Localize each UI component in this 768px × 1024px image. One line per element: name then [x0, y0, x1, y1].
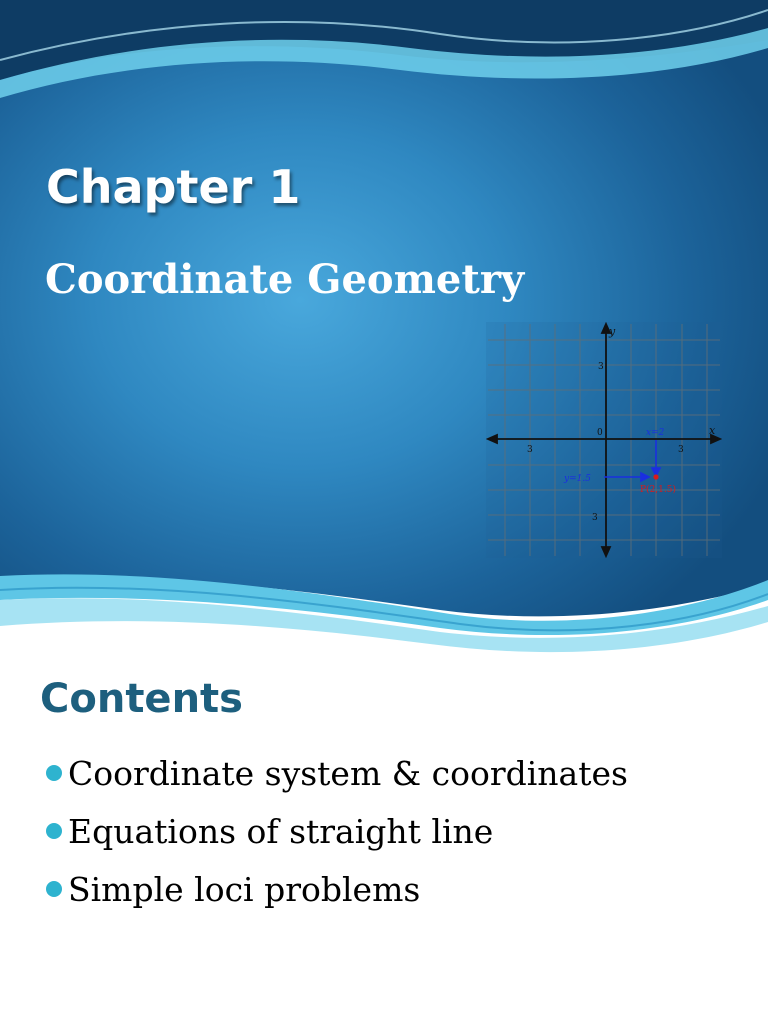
contents-heading: Contents [40, 676, 243, 722]
list-item-text: Equations of straight line [68, 811, 494, 851]
point-p-label: P(2,1.5) [640, 485, 676, 495]
origin-label: 0 [597, 428, 603, 438]
bullet-dot-icon [46, 823, 62, 839]
list-item [46, 744, 628, 802]
y-axis-label: y [609, 325, 616, 338]
list-item-text: Coordinate system & coordinates [68, 753, 628, 793]
bottom-wave-decoration [0, 570, 768, 660]
bullet-dot-icon [46, 881, 62, 897]
y-neg-tick-label: 3 [592, 513, 598, 523]
list-item [46, 860, 628, 918]
x-pos-tick-label: 3 [678, 445, 684, 455]
y-pos-tick-label: 3 [598, 362, 604, 372]
top-wave-decoration [0, 0, 768, 110]
line-y-label: y=1.5 [564, 474, 591, 484]
list-item [46, 802, 628, 860]
line-x-label: x=2 [646, 428, 665, 438]
bullet-dot-icon [46, 765, 62, 781]
coordinate-graph [486, 322, 722, 558]
chapter-subtitle: Coordinate Geometry [45, 256, 525, 303]
chapter-title: Chapter 1 [46, 160, 301, 214]
contents-list [46, 744, 628, 918]
list-item-text: Simple loci problems [68, 869, 421, 909]
point-p-marker [653, 474, 658, 479]
x-axis-label: x [709, 424, 716, 437]
x-neg-tick-label: 3 [527, 445, 533, 455]
